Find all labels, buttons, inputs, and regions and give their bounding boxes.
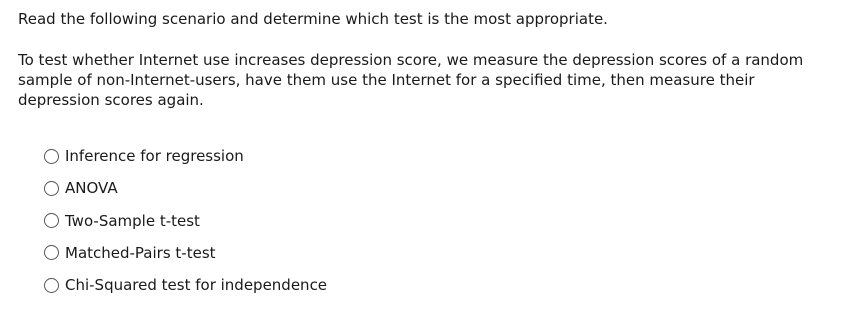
answer-option-label: ANOVA bbox=[65, 179, 118, 198]
answer-option-label: Inference for regression bbox=[65, 147, 244, 166]
answer-option-label: Chi-Squared test for independence bbox=[65, 276, 328, 295]
radio-button[interactable] bbox=[44, 181, 59, 196]
answer-option-chi-squared-test[interactable] bbox=[44, 269, 327, 301]
answer-options bbox=[44, 140, 327, 301]
answer-option-matched-pairs-t-test[interactable] bbox=[44, 237, 327, 269]
answer-option-inference-for-regression[interactable] bbox=[44, 140, 327, 172]
question-scenario: To test whether Internet use increases depression score, we measure the depression scores of a random sample of non-Internet-users, have them use the Internet for a specified time, then measure their depression scores again. bbox=[18, 51, 804, 109]
answer-option-label: Two-Sample t-test bbox=[65, 211, 200, 230]
radio-button[interactable] bbox=[44, 213, 59, 228]
answer-option-two-sample-t-test[interactable] bbox=[44, 205, 327, 237]
radio-button[interactable] bbox=[44, 149, 59, 164]
question-instruction: Read the following scenario and determine which test is the most appropriate. bbox=[18, 10, 608, 28]
radio-button[interactable] bbox=[44, 278, 59, 293]
answer-option-anova[interactable] bbox=[44, 172, 327, 204]
radio-button[interactable] bbox=[44, 245, 59, 260]
answer-option-label: Matched-Pairs t-test bbox=[65, 243, 216, 262]
